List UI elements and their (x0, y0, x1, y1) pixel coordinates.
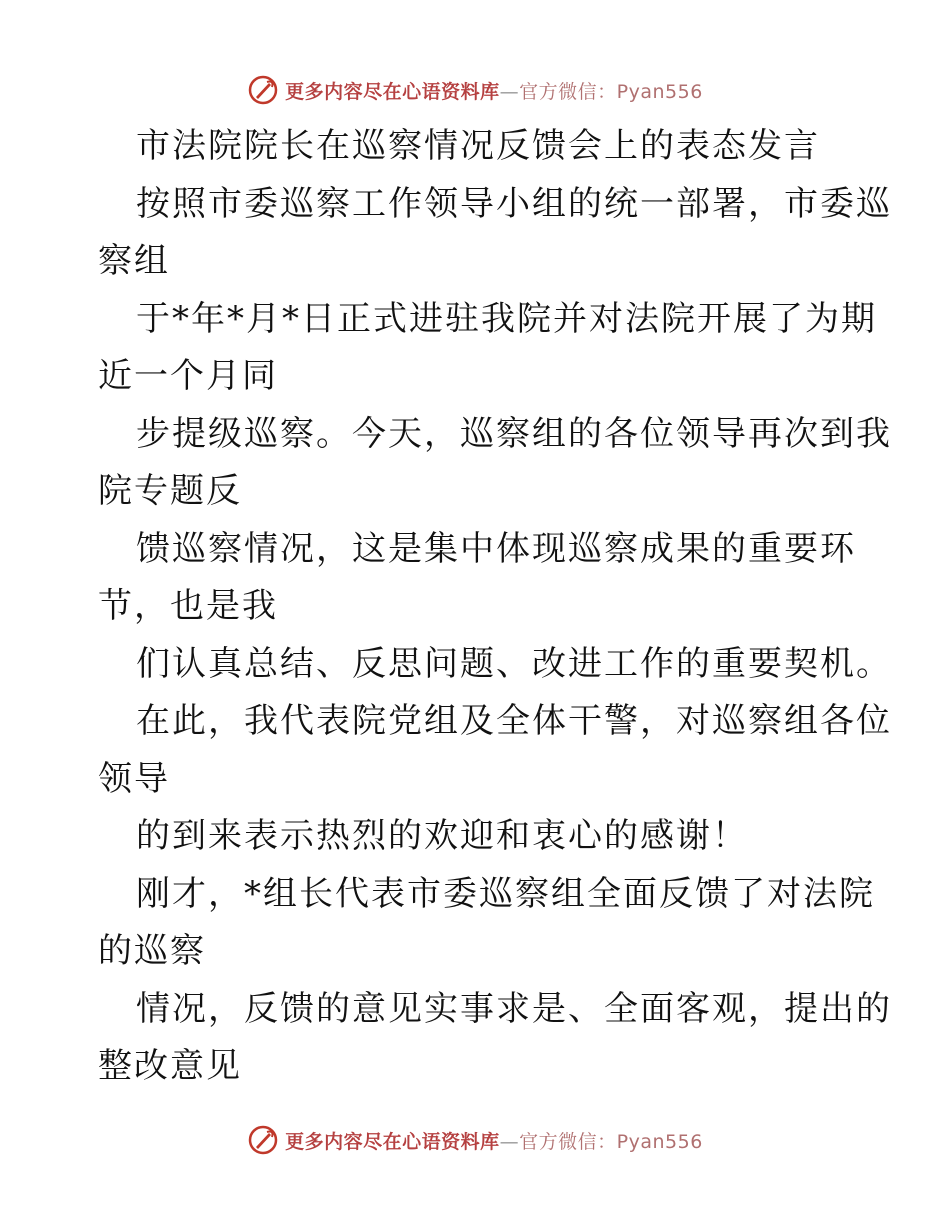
watermark-wechat: 官方微信：Pyan556 (519, 1130, 703, 1153)
text-line: 情况，反馈的意见实事求是、全面客观，提出的 (136, 988, 892, 1029)
text-line: 领导 (98, 758, 170, 799)
text-line: 整改意见 (98, 1046, 242, 1086)
text-line: 的巡察 (98, 931, 206, 971)
watermark-separator: — (499, 1130, 520, 1153)
text-line: 们认真总结、反思问题、改进工作的重要契机。 (136, 643, 892, 684)
text-line: 步提级巡察。今天，巡察组的各位领导再次到我 (136, 413, 892, 454)
watermark-brand: 更多内容尽在心语资料库 (285, 1130, 500, 1153)
quill-logo-icon (247, 1124, 279, 1156)
watermark-text (285, 77, 703, 104)
watermark-separator: — (499, 80, 520, 103)
watermark-brand: 更多内容尽在心语资料库 (285, 80, 500, 103)
text-line: 在此，我代表院党组及全体干警，对巡察组各位 (136, 701, 892, 741)
text-line: 按照市委巡察工作领导小组的统一部署，市委巡 (136, 183, 892, 224)
text-line: 刚才，*组长代表市委巡察组全面反馈了对法院 (136, 873, 875, 914)
watermark-wechat: 官方微信：Pyan556 (519, 80, 703, 103)
text-line: 近一个月同 (98, 356, 278, 396)
header-watermark (0, 70, 950, 110)
text-line: 察组 (98, 241, 170, 281)
text-line: 馈巡察情况，这是集中体现巡察成果的重要环 (136, 528, 856, 569)
text-line: 节，也是我 (98, 586, 278, 626)
text-line: 的到来表示热烈的欢迎和衷心的感谢！ (136, 816, 748, 856)
footer-watermark (0, 1120, 950, 1160)
text-line: 院专题反 (98, 471, 242, 511)
document-title: 市法院院长在巡察情况反馈会上的表态发言 (136, 126, 820, 166)
text-line: 于*年*月*日正式进驻我院并对法院开展了为期 (136, 298, 877, 339)
watermark-text (285, 1127, 703, 1154)
quill-logo-icon (247, 74, 279, 106)
document-body (98, 118, 892, 1096)
